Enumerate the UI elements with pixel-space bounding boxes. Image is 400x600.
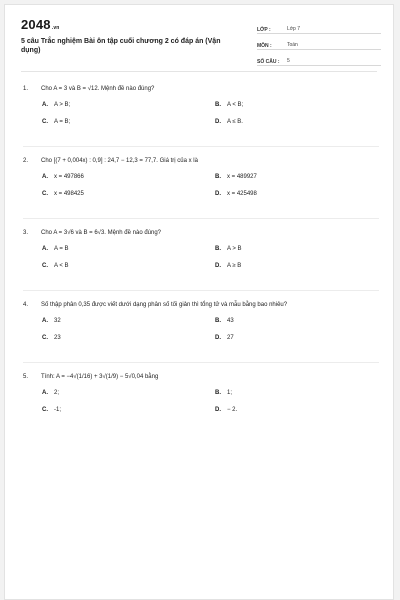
meta-value: 5 bbox=[287, 58, 290, 64]
question-text: Tính: A = −4√(1/16) + 3√(1/9) − 5√0,04 bằng bbox=[41, 374, 159, 380]
option-c[interactable] bbox=[42, 334, 215, 342]
option-b[interactable] bbox=[215, 389, 388, 397]
option-text: x = 425498 bbox=[227, 191, 257, 197]
option-a[interactable] bbox=[42, 101, 215, 109]
option-letter: D. bbox=[215, 191, 221, 197]
question-text: Cho [(7 + 0,004x) : 0,9] : 24,7 − 12,3 = 77,7. Giá trị của x là bbox=[41, 158, 198, 164]
question-text: Cho A = 3√6 và B = 6√3. Mệnh đề nào đúng? bbox=[41, 230, 162, 236]
option-text: A ≥ B bbox=[227, 263, 242, 269]
document-title: 5 câu Trắc nghiệm Bài ôn tập cuối chương 2 có đáp án (Vận dụng) bbox=[21, 38, 221, 54]
option-letter: A. bbox=[42, 390, 48, 396]
option-letter: A. bbox=[42, 174, 48, 180]
option-text: A > B; bbox=[54, 102, 71, 108]
question-5 bbox=[23, 373, 383, 414]
option-a[interactable] bbox=[42, 317, 215, 325]
option-d[interactable] bbox=[215, 334, 388, 342]
option-letter: C. bbox=[42, 191, 48, 197]
option-text: − 2. bbox=[227, 407, 238, 413]
option-text: 23 bbox=[54, 335, 61, 341]
question-divider bbox=[23, 218, 379, 219]
option-b[interactable] bbox=[215, 317, 388, 325]
document-meta bbox=[257, 19, 381, 67]
option-letter: D. bbox=[215, 407, 221, 413]
question-number: 2. bbox=[23, 158, 29, 164]
option-text: 2; bbox=[54, 390, 60, 396]
option-text: 32 bbox=[54, 318, 61, 324]
options-grid bbox=[42, 389, 383, 414]
option-letter: B. bbox=[215, 174, 221, 180]
option-letter: D. bbox=[215, 263, 221, 269]
question-number: 4. bbox=[23, 302, 29, 308]
option-a[interactable] bbox=[42, 389, 215, 397]
meta-label: SỐ CÂU : bbox=[257, 59, 280, 65]
option-text: A = B bbox=[54, 246, 69, 252]
option-text: -1; bbox=[54, 407, 62, 413]
meta-label: MÔN : bbox=[257, 43, 272, 49]
option-d[interactable] bbox=[215, 190, 388, 198]
question-divider bbox=[23, 362, 379, 363]
question-1 bbox=[23, 85, 383, 126]
option-text: x = 498425 bbox=[54, 191, 84, 197]
question-2 bbox=[23, 157, 383, 198]
option-letter: B. bbox=[215, 102, 221, 108]
option-letter: D. bbox=[215, 335, 221, 341]
option-letter: B. bbox=[215, 390, 221, 396]
option-text: A < B; bbox=[227, 102, 244, 108]
option-letter: A. bbox=[42, 318, 48, 324]
meta-label: LỚP : bbox=[257, 27, 271, 33]
option-a[interactable] bbox=[42, 245, 215, 253]
question-text: Số thập phân 0,35 được viết dưới dạng phân số tối giản thì tổng tử và mẫu bằng bao nhiêu? bbox=[41, 302, 288, 308]
option-letter: C. bbox=[42, 407, 48, 413]
option-d[interactable] bbox=[215, 262, 388, 270]
option-text: 27 bbox=[227, 335, 234, 341]
header-divider bbox=[21, 71, 377, 72]
meta-row-subject bbox=[257, 35, 381, 50]
meta-value: Lớp 7 bbox=[287, 26, 301, 32]
option-c[interactable] bbox=[42, 190, 215, 198]
option-text: A > B bbox=[227, 246, 242, 252]
question-number: 5. bbox=[23, 374, 29, 380]
option-letter: B. bbox=[215, 318, 221, 324]
option-text: 43 bbox=[227, 318, 234, 324]
options-grid bbox=[42, 317, 383, 342]
options-grid bbox=[42, 245, 383, 270]
options-grid bbox=[42, 173, 383, 198]
meta-row-class bbox=[257, 19, 381, 34]
option-b[interactable] bbox=[215, 101, 388, 109]
option-letter: A. bbox=[42, 102, 48, 108]
option-c[interactable] bbox=[42, 118, 215, 126]
option-text: A = B; bbox=[54, 119, 71, 125]
option-d[interactable] bbox=[215, 406, 388, 414]
question-3 bbox=[23, 229, 383, 270]
option-b[interactable] bbox=[215, 173, 388, 181]
option-text: x = 497866 bbox=[54, 174, 84, 180]
option-letter: C. bbox=[42, 335, 48, 341]
meta-value: Toán bbox=[287, 42, 298, 48]
document-page bbox=[4, 4, 394, 600]
option-b[interactable] bbox=[215, 245, 388, 253]
logo-suffix-text: .vn bbox=[51, 25, 60, 31]
option-letter: B. bbox=[215, 246, 221, 252]
option-text: x = 489927 bbox=[227, 174, 257, 180]
logo-main-text: 2048 bbox=[21, 17, 51, 32]
option-letter: C. bbox=[42, 263, 48, 269]
option-letter: C. bbox=[42, 119, 48, 125]
options-grid bbox=[42, 101, 383, 126]
question-4 bbox=[23, 301, 383, 342]
question-number: 1. bbox=[23, 86, 29, 92]
question-divider bbox=[23, 146, 379, 147]
option-c[interactable] bbox=[42, 262, 215, 270]
meta-row-question-count bbox=[257, 51, 381, 66]
question-number: 3. bbox=[23, 230, 29, 236]
option-text: 1; bbox=[227, 390, 233, 396]
question-divider bbox=[23, 290, 379, 291]
option-c[interactable] bbox=[42, 406, 215, 414]
option-text: A < B bbox=[54, 263, 69, 269]
option-a[interactable] bbox=[42, 173, 215, 181]
option-d[interactable] bbox=[215, 118, 388, 126]
option-letter: D. bbox=[215, 119, 221, 125]
site-logo[interactable] bbox=[21, 17, 60, 32]
option-text: A ≤ B. bbox=[227, 119, 243, 125]
question-text: Cho A = 3 và B = √12. Mệnh đề nào đúng? bbox=[41, 86, 155, 92]
option-letter: A. bbox=[42, 246, 48, 252]
